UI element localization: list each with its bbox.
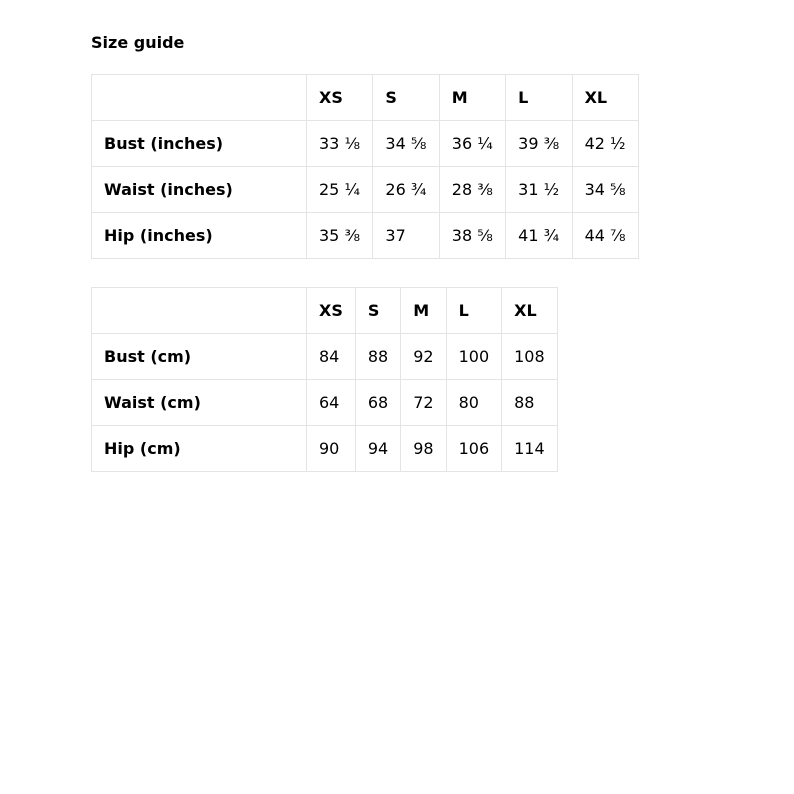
size-table-cm (91, 287, 558, 472)
row-label: Waist (cm) (92, 380, 307, 426)
table-cell: 68 (355, 380, 400, 426)
table-cell: 39 ⅜ (506, 121, 572, 167)
table-cell: 64 (307, 380, 356, 426)
table-cell: 92 (401, 334, 446, 380)
row-label: Hip (cm) (92, 426, 307, 472)
table-cell: 38 ⅝ (439, 213, 505, 259)
table-cell: 37 (373, 213, 439, 259)
table-cell: 36 ¼ (439, 121, 505, 167)
table-row (92, 334, 558, 380)
table-row (92, 213, 639, 259)
table-header-row (92, 75, 639, 121)
table-cell: 108 (502, 334, 558, 380)
header-cell-s: S (355, 288, 400, 334)
header-cell-corner (92, 75, 307, 121)
row-label: Bust (inches) (92, 121, 307, 167)
table-cell: 72 (401, 380, 446, 426)
table-cell: 114 (502, 426, 558, 472)
table-cell: 34 ⅝ (572, 167, 638, 213)
table-cell: 44 ⅞ (572, 213, 638, 259)
table-row (92, 167, 639, 213)
table-cell: 41 ¾ (506, 213, 572, 259)
table-cell: 106 (446, 426, 502, 472)
table-cell: 28 ⅜ (439, 167, 505, 213)
table-cell: 25 ¼ (307, 167, 373, 213)
header-cell-xs: XS (307, 75, 373, 121)
header-cell-xl: XL (502, 288, 558, 334)
table-cell: 90 (307, 426, 356, 472)
row-label: Waist (inches) (92, 167, 307, 213)
header-cell-s: S (373, 75, 439, 121)
table-cell: 31 ½ (506, 167, 572, 213)
table-cell: 88 (502, 380, 558, 426)
header-cell-m: M (401, 288, 446, 334)
table-cell: 33 ⅛ (307, 121, 373, 167)
table-row (92, 380, 558, 426)
table-cell: 34 ⅝ (373, 121, 439, 167)
table-cell: 88 (355, 334, 400, 380)
table-cell: 94 (355, 426, 400, 472)
header-cell-xl: XL (572, 75, 638, 121)
table-cell: 42 ½ (572, 121, 638, 167)
header-cell-l: L (446, 288, 502, 334)
header-cell-corner (92, 288, 307, 334)
header-cell-m: M (439, 75, 505, 121)
table-row (92, 426, 558, 472)
table-cell: 84 (307, 334, 356, 380)
header-cell-l: L (506, 75, 572, 121)
table-header-row (92, 288, 558, 334)
page-title: Size guide (91, 33, 185, 52)
row-label: Hip (inches) (92, 213, 307, 259)
row-label: Bust (cm) (92, 334, 307, 380)
table-row (92, 121, 639, 167)
table-cell: 98 (401, 426, 446, 472)
size-table-inches (91, 74, 639, 259)
table-cell: 35 ⅜ (307, 213, 373, 259)
table-cell: 100 (446, 334, 502, 380)
header-cell-xs: XS (307, 288, 356, 334)
table-cell: 80 (446, 380, 502, 426)
table-cell: 26 ¾ (373, 167, 439, 213)
